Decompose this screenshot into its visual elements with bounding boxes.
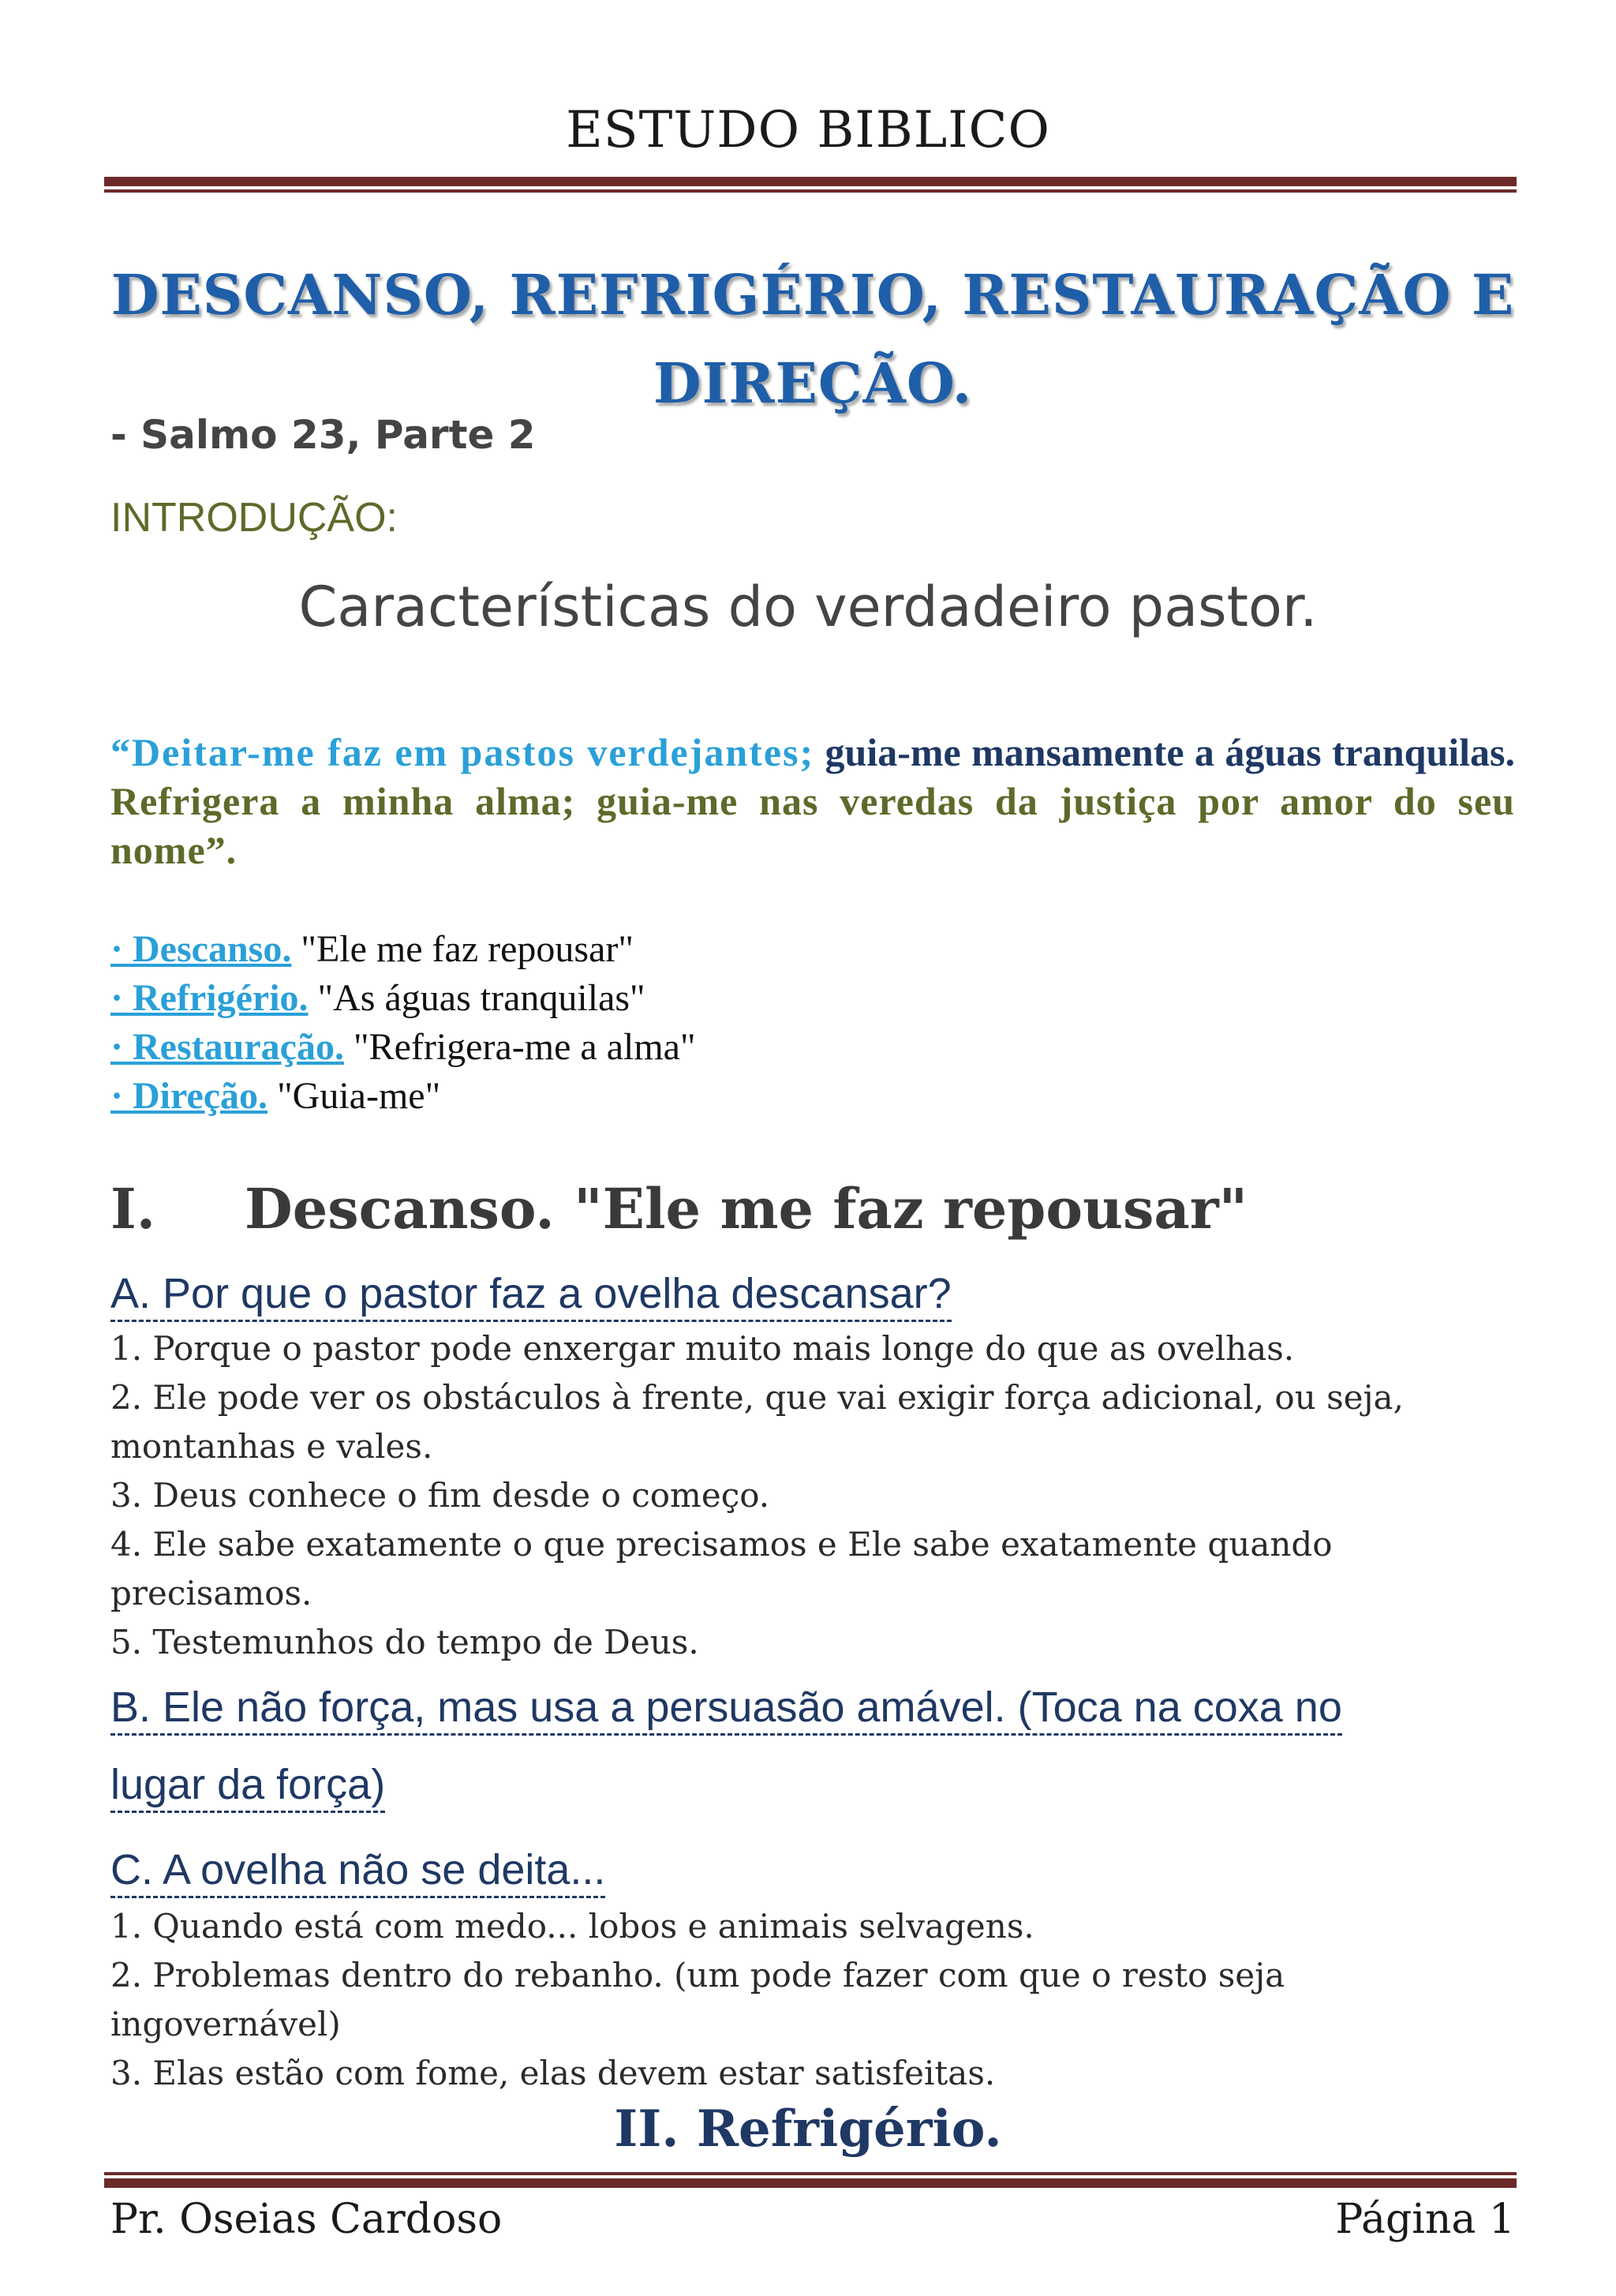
verse-part-1: “Deitar-me faz em pastos verdejantes; xyxy=(110,730,815,774)
list-item: 2. Ele pode ver os obstáculos à frente, que vai exigir força adicional, ou seja, montanhas e vales. xyxy=(110,1378,1404,1466)
topic-link[interactable]: · Descanso. xyxy=(110,928,292,970)
verse-part-3: Refrigera a minha alma; guia-me nas veredas da justiça por amor do seu nome”. xyxy=(110,779,1515,872)
topic-text: "Guia-me" xyxy=(267,1075,441,1117)
topic-item xyxy=(110,925,696,974)
document-title xyxy=(110,251,1515,428)
footer-rule xyxy=(104,2178,1517,2188)
topic-link[interactable]: · Refrigério. xyxy=(110,977,309,1019)
list-item: 2. Problemas dentro do rebanho. (um pode fazer com que o resto seja ingovernável) xyxy=(110,1956,1285,2043)
list-item: 5. Testemunhos do tempo de Deus. xyxy=(110,1623,699,1661)
intro-label: INTRODUÇÃO: xyxy=(110,495,398,541)
list-item: 1. Porque o pastor pode enxergar muito mais longe do que as ovelhas. xyxy=(110,1329,1295,1368)
subsection-a-heading: A. Por que o pastor faz a ovelha descansar? xyxy=(110,1268,952,1322)
subsection-a-list xyxy=(110,1324,1515,1667)
section-1-title: Descanso. "Ele me faz repousar" xyxy=(245,1176,1248,1242)
list-item: 3. Deus conhece o fim desde o começo. xyxy=(110,1476,770,1515)
section-1-heading xyxy=(110,1176,1515,1242)
topic-item xyxy=(110,974,696,1023)
header-rule xyxy=(104,177,1517,186)
topics-list xyxy=(110,925,696,1121)
topic-link[interactable]: · Direção. xyxy=(110,1075,268,1117)
list-item: 3. Elas estão com fome, elas devem estar satisfeitas. xyxy=(110,2054,996,2092)
list-item: 1. Quando está com medo... lobos e animais selvagens. xyxy=(110,1907,1034,1946)
topic-text: "Refrigera-me a alma" xyxy=(343,1026,696,1068)
section-1-number: I. xyxy=(110,1176,156,1242)
title-line-2: DIREÇÃO. xyxy=(653,350,973,416)
subtitle: - Salmo 23, Parte 2 xyxy=(110,412,536,458)
header-rule-thin xyxy=(104,189,1517,193)
list-item: 4. Ele sabe exatamente o que precisamos e Ele sabe exatamente quando precisamos. xyxy=(110,1525,1333,1612)
title-line-1: DESCANSO, REFRIGÉRIO, RESTAURAÇÃO E xyxy=(110,262,1515,328)
characteristics-heading: Características do verdadeiro pastor. xyxy=(298,575,1318,639)
topic-link[interactable]: · Restauração. xyxy=(110,1026,344,1068)
subsection-c-list xyxy=(110,1902,1515,2098)
verse-quote xyxy=(110,728,1515,875)
topic-item xyxy=(110,1072,696,1121)
topic-item xyxy=(110,1023,696,1072)
topic-text: "Ele me faz repousar" xyxy=(291,928,634,970)
footer-page-number: Página 1 xyxy=(1335,2196,1515,2243)
footer-rule-thin xyxy=(104,2172,1517,2175)
verse-part-2: guia-me mansamente a águas tranquilas. xyxy=(814,730,1515,774)
topic-text: "As águas tranquilas" xyxy=(308,977,645,1019)
section-2-heading: II. Refrigério. xyxy=(614,2099,1002,2159)
footer-author: Pr. Oseias Cardoso xyxy=(110,2196,503,2243)
subsection-c-heading: C. A ovelha não se deita... xyxy=(110,1844,605,1898)
subsection-b-heading-line-2: lugar da força) xyxy=(110,1759,385,1813)
subsection-b-heading-line-1: B. Ele não força, mas usa a persuasão amável. (Toca na coxa no xyxy=(110,1681,1342,1736)
page-header: ESTUDO BIBLICO xyxy=(566,101,1050,159)
